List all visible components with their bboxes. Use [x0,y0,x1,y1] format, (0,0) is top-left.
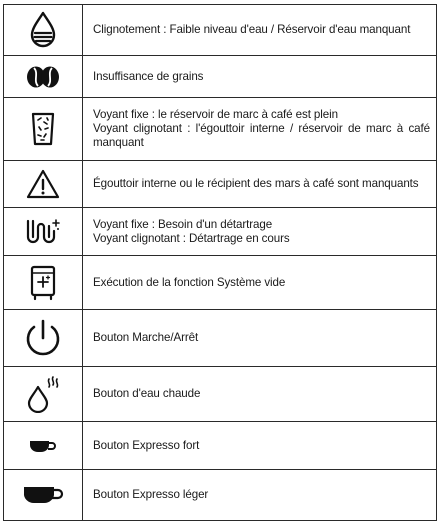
description-line: Exécution de la fonction Système vide [93,275,286,289]
table-row [4,5,437,56]
description-cell [83,98,437,161]
water-drop-icon [28,11,58,49]
table-row [4,422,437,470]
power-icon [23,318,63,358]
description-line: Bouton Marche/Arrêt [93,331,199,344]
icon-cell [4,208,83,256]
description-cell [83,5,437,56]
description-cell [83,470,437,521]
description-line: Voyant fixe : Besoin d'un détartrage [93,217,273,231]
description-line: Clignotement : Faible niveau d'eau / Réservoir d'eau manquant [93,23,411,36]
small-cup-icon [28,438,58,454]
icon-cell [4,161,83,208]
description-line: Insuffisance de grains [93,69,204,83]
hot-water-icon [25,375,61,413]
table-row [4,208,437,256]
table-row [4,98,437,161]
large-cup-icon [22,485,64,505]
icon-cell [4,56,83,98]
description-line: Voyant clignotant : l'égouttoir interne / réservoir de marc à café manquant [93,122,430,149]
descaling-icon [25,217,61,247]
table-row [4,256,437,310]
description-cell [83,208,437,256]
table-row [4,310,437,367]
description-cell [83,256,437,310]
icon-cell [4,98,83,161]
table-row [4,470,437,521]
empty-system-icon [29,265,57,301]
icon-cell [4,367,83,422]
description-line: Égouttoir interne ou le récipient des mars à café sont manquants [93,177,419,190]
icon-cell [4,5,83,56]
table-row [4,367,437,422]
coffee-beans-icon [25,66,61,88]
description-cell [83,422,437,470]
indicator-legend-table [3,4,437,521]
description-line: Voyant clignotant : Détartrage en cours [93,231,290,245]
description-line: Bouton Expresso fort [93,438,200,452]
icon-cell [4,470,83,521]
description-cell [83,161,437,208]
icon-cell [4,422,83,470]
table-row [4,56,437,98]
description-line: Bouton Expresso léger [93,488,209,501]
description-line: Bouton d'eau chaude [93,387,201,400]
icon-cell [4,256,83,310]
table-row [4,161,437,208]
grounds-container-icon [29,110,57,148]
description-cell [83,56,437,98]
description-cell [83,367,437,422]
description-cell [83,310,437,367]
description-line: Voyant fixe : le réservoir de marc à café est plein [93,108,338,121]
icon-cell [4,310,83,367]
warning-icon [26,168,60,200]
